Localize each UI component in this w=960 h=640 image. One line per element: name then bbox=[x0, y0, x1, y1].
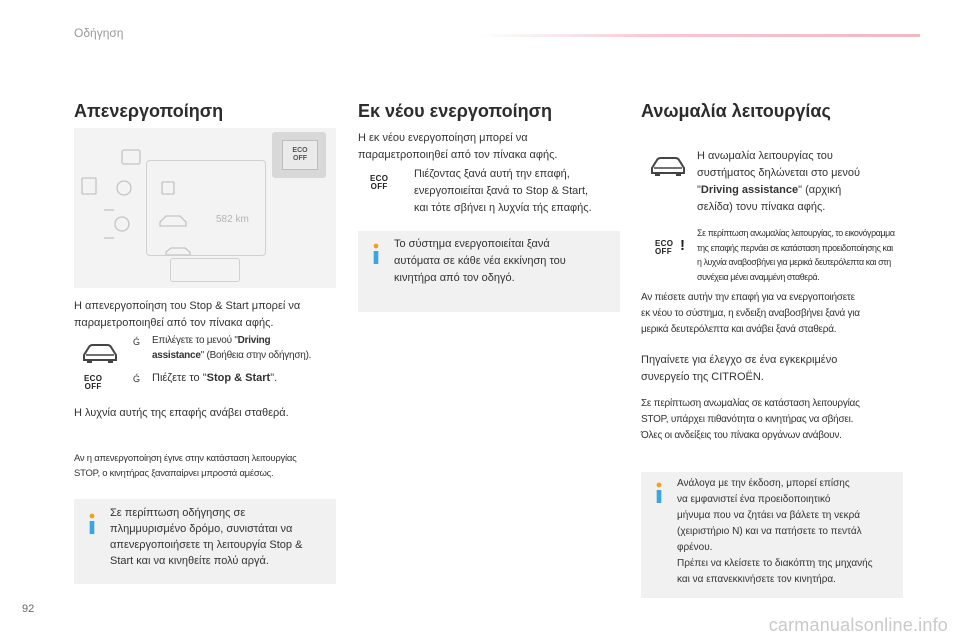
dashboard-gauge-icon bbox=[117, 181, 131, 195]
step2-text-a: Πιέζετε το " bbox=[152, 372, 207, 384]
col3-info-line: (χειριστήριο N) και να πατήσετε το πεντάλ bbox=[677, 526, 862, 537]
col1-info-box bbox=[74, 499, 336, 584]
col3-warning-line: η λυχνία αναβοσβήνει για μερικά δευτερόλεπτα και στη bbox=[697, 257, 891, 267]
col1-intro-line1: Η απενεργοποίηση του Stop & Start μπορεί να bbox=[74, 300, 301, 312]
col2-info-line: Το σύστημα ενεργοποιείται ξανά bbox=[394, 238, 550, 250]
col2-press-line: και τότε σβήνει η λυχνία τής επαφής. bbox=[414, 202, 592, 214]
col3-info-text bbox=[677, 476, 873, 588]
col1-info-line: Σε περίπτωση οδήγησης σε bbox=[110, 507, 246, 519]
col3-service-line: συνεργείο της CITROËN. bbox=[641, 371, 764, 383]
car-outline-icon bbox=[648, 152, 688, 178]
watermark: carmanualsonline.info bbox=[768, 615, 948, 635]
info-icon bbox=[653, 482, 665, 504]
col3-menu-after: " (αρχική bbox=[798, 184, 842, 196]
col2-press-paragraph bbox=[414, 166, 592, 217]
section-title-deactivation: Απενεργοποίηση bbox=[74, 101, 224, 121]
step2-text-bold: Stop & Start bbox=[206, 372, 271, 384]
dashboard-gauge2-icon bbox=[115, 217, 129, 231]
col2-press-line: ενεργοποιείται ξανά το Stop & Start, bbox=[414, 185, 589, 197]
col3-info-box bbox=[641, 472, 903, 598]
col1-stop-note-line1: Αν η απενεργοποίηση έγινε στην κατάσταση λειτουργίας bbox=[74, 453, 297, 464]
dashboard-door-icon bbox=[82, 178, 96, 194]
step2-bullet: Ǵ bbox=[133, 374, 141, 384]
col3-reactivate-line: εκ νέου το σύστημα, η ενδειξη αναβοσβήνει ξανά για bbox=[641, 308, 860, 319]
col1-info-line: απενεργοποιήσετε τη λειτουργία Stop & bbox=[110, 539, 303, 551]
col3-reactivate-line: Αν πιέσετε αυτήν την επαφή για να ενεργοποιήσετε bbox=[641, 292, 855, 303]
eco-off-icon bbox=[84, 375, 102, 391]
eco-off-icon-off: OFF bbox=[655, 247, 672, 256]
step1-line1-text: Επιλέγετε το μενού " bbox=[152, 335, 238, 346]
col3-info-line: Ανάλογα με την έκδοση, μπορεί επίσης bbox=[677, 478, 850, 489]
warning-exclamation-icon: ! bbox=[680, 237, 685, 254]
col2-info-text bbox=[394, 236, 566, 287]
dashboard-fuel-icon bbox=[122, 150, 140, 164]
step1-line2-bold: assistance bbox=[152, 350, 201, 361]
step1-line1-bold: Driving bbox=[237, 335, 271, 346]
info-icon bbox=[86, 513, 98, 535]
header-decorative-bar bbox=[480, 34, 920, 37]
col3-stop-line: Σε περίπτωση ανωμαλίας σε κατάσταση λειτουργίας bbox=[641, 398, 860, 409]
step1-line2-text: " (Βοήθεια στην οδήγηση). bbox=[200, 350, 312, 361]
eco-off-icon bbox=[370, 175, 388, 191]
eco-off-icon-eco: ECO bbox=[84, 374, 103, 383]
header-title: Οδήγηση bbox=[74, 26, 124, 40]
col3-menu-line: Η ανωμαλία λειτουργίας του bbox=[697, 150, 833, 162]
col1-intro-paragraph bbox=[74, 298, 300, 332]
eco-off-icon-eco: ECO bbox=[370, 174, 389, 183]
col3-info-line: να εμφανιστεί ένα προειδοποιητικό bbox=[677, 494, 831, 505]
col3-info-line: και να επανεκκινήσετε τον κινητήρα. bbox=[677, 574, 836, 585]
step2-text bbox=[152, 370, 277, 387]
col2-intro-line2: παραμετροποιηθεί από τον πίνακα αφής. bbox=[358, 149, 558, 161]
col2-intro-line1: Η εκ νέου ενεργοποίηση μπορεί να bbox=[358, 132, 528, 144]
section-title-malfunction: Ανωμαλία λειτουργίας bbox=[641, 101, 831, 121]
col3-reactivate-line: μερικά δευτερόλεπτα και ανάβει ξανά σταθερά. bbox=[641, 324, 837, 335]
dashboard-inner-frame bbox=[146, 160, 266, 256]
col2-info-line: κινητήρα από τον οδηγό. bbox=[394, 272, 515, 284]
col3-warning-note bbox=[697, 226, 895, 284]
eco-off-icon-off: OFF bbox=[370, 182, 388, 191]
col1-info-text bbox=[110, 505, 302, 569]
dashboard-off-text: OFF bbox=[293, 155, 307, 162]
col3-info-line: Πρέπει να κλείσετε το διακόπτη της μηχανής bbox=[677, 558, 873, 569]
eco-off-icon-eco: ECO bbox=[655, 239, 674, 248]
col3-stop-note bbox=[641, 396, 860, 444]
info-icon bbox=[370, 243, 382, 265]
col1-stop-note-line2: STOP, ο κινητήρας ξαναπαίρνει μπροστά αμέσως. bbox=[74, 467, 274, 479]
col1-info-line: Start και να κινηθείτε πολύ αργά. bbox=[110, 555, 269, 567]
col1-stop-note bbox=[74, 452, 296, 481]
step1-bullet: Ǵ bbox=[133, 337, 141, 347]
dashboard-lower-frame bbox=[170, 258, 240, 282]
col3-info-line: φρένου. bbox=[677, 542, 713, 553]
col2-press-line: Πιέζοντας ξανά αυτή την επαφή, bbox=[414, 168, 570, 180]
col1-intro-line2: παραμετροποιηθεί από τον πίνακα αφής. bbox=[74, 317, 274, 329]
col3-menu-line: σελίδα) τονυ πίνακα αφής. bbox=[697, 201, 826, 213]
col3-warning-line: συνέχεια μένει αναμμένη σταθερά. bbox=[697, 271, 820, 282]
col3-stop-line: STOP, υπάρχει πιθανότητα ο κινητήρας να σβήσει. bbox=[641, 414, 854, 425]
col3-info-line: μήνυμα που να ζητάει να βάλετε τη νεκρά bbox=[677, 510, 861, 521]
col2-intro-paragraph bbox=[358, 130, 557, 164]
car-outline-icon bbox=[80, 339, 120, 365]
col2-info-line: αυτόματα σε κάθε νέα εκκίνηση του bbox=[394, 255, 566, 267]
col1-info-line: πλημμυρισμένο δρόμο, συνιστάται να bbox=[110, 523, 293, 535]
page-number: 92 bbox=[22, 603, 35, 615]
col3-stop-line: Όλες οι ανδείξεις του πίνακα οργάνων ανάβουν. bbox=[641, 430, 842, 441]
dashboard-km-readout: 582 km bbox=[216, 214, 249, 225]
col3-menu-line: συστήματος δηλώνεται στο μενού bbox=[697, 167, 861, 179]
col1-lamp-paragraph: Η λυχνία αυτής της επαφής ανάβει σταθερά. bbox=[74, 407, 289, 419]
eco-off-warning-icon bbox=[655, 240, 673, 256]
section-title-reactivation: Εκ νέου ενεργοποίηση bbox=[358, 101, 552, 121]
col3-menu-bold: Driving assistance bbox=[700, 184, 799, 196]
col3-service-line: Πηγαίνετε για έλεγχο σε ένα εγκεκριμένο bbox=[641, 354, 838, 366]
col3-menu-paragraph: Η ανωμαλία λειτουργίας του συστήματος δηλώνεται στο μενού "Driving assistance" (αρχική σελίδα) τονυ πίνακα αφής. bbox=[697, 148, 860, 216]
eco-off-icon-off: OFF bbox=[84, 382, 102, 391]
col3-service-paragraph bbox=[641, 352, 837, 386]
col3-reactivate-note bbox=[641, 290, 860, 338]
dashboard-eco-text: ECO bbox=[292, 147, 308, 154]
step1-text bbox=[152, 333, 311, 363]
dashboard-illustration bbox=[74, 128, 336, 288]
col3-warning-line: Σε περίπτωση ανωμαλίας λειτουργίας, το εικονόγραμμα bbox=[697, 228, 895, 238]
col3-warning-line: της επαφής περνάει σε κατάσταση προειδοποίησης και bbox=[697, 242, 893, 253]
step2-text-c: ". bbox=[270, 372, 278, 384]
col2-info-box bbox=[358, 231, 620, 312]
